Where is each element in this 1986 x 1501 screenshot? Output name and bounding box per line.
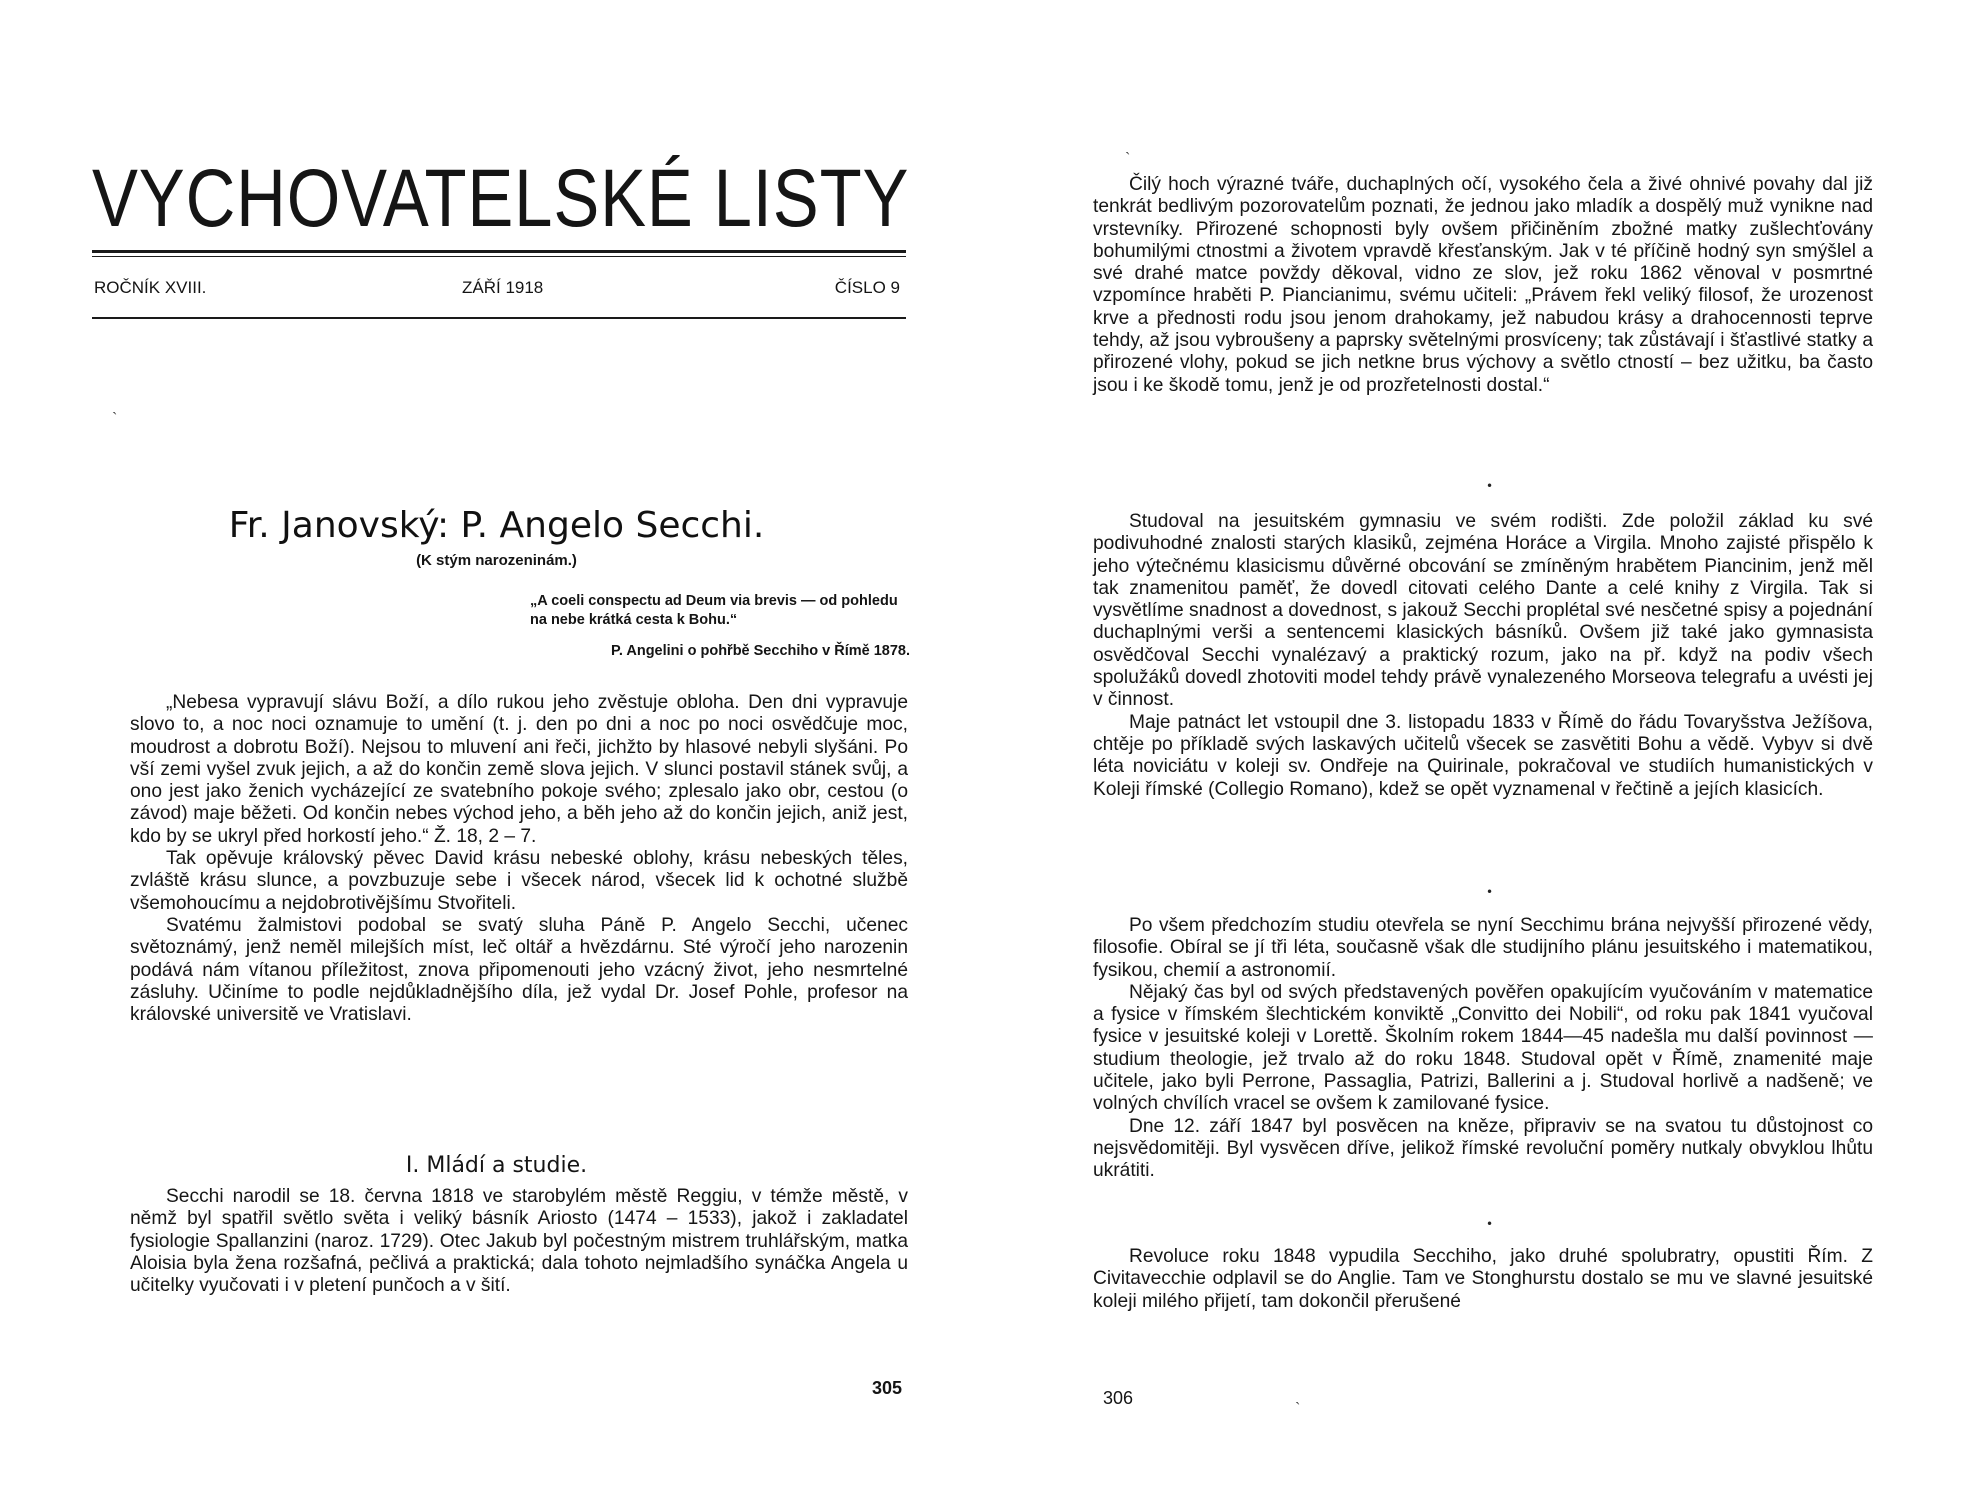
- text-block-1: [1093, 174, 1873, 397]
- paragraph: Nějaký čas byl od svých představených pověřen opakujícím vyučováním v matematice a fysice v římském šlechtickém konviktě „Convitto dei Nobili“, od roku pak 1841 vyučoval fysice v jesuitské koleji v Lorettě. Školním rokem 1844—45 nadešla mu další povinnost — studium theologie, jež trvalo až do roku 1848. Studoval opět v Římě, znamenité maje učitele, jako byli Perrone, Passaglia, Patrizi, Ballerini a j. Studoval horlivě a nadšeně; ve volných chvílích vracel se ovšem k zamilované fysice.: [1093, 981, 1873, 1115]
- paragraph: Revoluce roku 1848 vypudila Secchiho, jako druhé spolubratry, opustiti Řím. Z Civitavecchie odplavil se do Anglie. Tam ve Stonghurstu dostalo se mu ve slavné jesuitské koleji milého přijetí, tam dokončil přerušené: [1093, 1246, 1873, 1312]
- paragraph: Maje patnáct let vstoupil dne 3. listopadu 1833 v Římě do řádu Tovaryšstva Ježíšova, chtěje po příkladě svých laskavých učitelů všecek se zasvětiti Bohu a vědě. Vybyv si dvě léta noviciátu v koleji sv. Ondřeje na Quirinale, pokračoval ve studiích humanistických v Koleji římské (Collegio Romano), kdež se opět vyznamenal v řečtině a jejích klasicích.: [1093, 711, 1873, 800]
- scan-speck: ˎ: [112, 396, 118, 415]
- page-number: 306: [1103, 1388, 1134, 1408]
- paragraph: Secchi narodil se 18. června 1818 ve starobylém městě Reggiu, v témže městě, v němž byl spatřil světlo světa i veliký básník Ariosto (1474 – 1533), jakož i zakladatel fysiologie Spallanzini (naroz. 1729). Otec Jakub byl počestným mistrem truhlářským, matka Aloisia byla žena rozšafná, pečlivá a praktická; dala tohoto nejmladšího synáčka Angela u učitelky vyučovati i v pletení punčoch a v šití.: [130, 1186, 908, 1297]
- paragraph: Studoval na jesuitském gymnasiu ve svém rodišti. Zde položil základ ku své podivuhodné znalosti starých klasiků, zejména Horáce a Virgila. Mnoho zajisté přispělo k jeho výtečnému klasicismu důvěrné obcování se zmíněným hrabětem Piancinim, jenž měl tak znamenitou paměť, že dovedl citovati celého Dante a celé knihy z Virgila. Tak si vysvětlíme snadnost a dovednost, s jakouž Secchi proplétal své nesčetné spisy a pojednání duchaplnými verši a sentencemi klasických básníků. Ovšem již také jako gymnasista osvědčoval Secchi vynalézavý a praktický rozum, jako na př. když na podiv všech spolužáků dovedl zhotoviti model tehdy právě vynalezeného Morseova telegrafu a uvésti jej v činnost.: [1093, 511, 1873, 711]
- paragraph: Dne 12. září 1847 byl posvěcen na kněze, připraviv se na svatou tu důstojnost co nejsvědomitěji. Byl vysvěcen dříve, jelikož římské revoluční poměry nutkaly obvyklou lhůtu ukrátiti.: [1093, 1115, 1873, 1182]
- text-block-2: [1093, 511, 1873, 801]
- section-separator: •: [1485, 885, 1494, 899]
- masthead-info: [92, 278, 906, 300]
- section-heading: I. Mládí a studie.: [405, 1153, 588, 1178]
- article-subtitle: (K stým narozeninám.): [416, 552, 577, 569]
- text-block-3: [1093, 915, 1873, 1183]
- intro-text: [130, 692, 908, 1026]
- masthead-rule-top: [92, 250, 906, 253]
- epigraph-source: P. Angelini o pohřbě Secchiho v Římě 1878.: [611, 643, 910, 659]
- paragraph: Tak opěvuje královský pěvec David krásu nebeské oblohy, krásu nebeských těles, zvláště krásu slunce, a povzbuzuje sebe i všecek národ, všecek lid k ochotné službě všemohoucímu a nejdobrotivějšímu Stvořiteli.: [130, 848, 908, 914]
- section-text: [130, 1186, 908, 1297]
- section-separator: •: [1485, 1217, 1494, 1231]
- article-title: Fr. Janovský: P. Angelo Secchi.: [228, 505, 765, 546]
- paragraph: Čilý hoch výrazné tváře, duchaplných očí, vysokého čela a živé ohnivé povahy dal již tenkrát bedlivým pozorovatelům poznati, že jednou jako mladík a dospělý muž vynikne nad vrstevníky. Přirozené schopnosti byly ovšem přičiněním zbožné matky zušlechťovány bohumilými ctnostmi a životem vpravdě křesťanským. Jak v té příčině hodný syn smýšlel a své drahé matce povždy děkoval, vidno ze slov, jež roku 1862 věnoval v posmrtné vzpomínce hraběti P. Piancianimu, svému učiteli: „Právem řekl veliký filosof, že urozenost krve a přednosti rodu jsou jenom drahokamy, jež nabudou krásy a drahocennosti teprve tehdy, až jsou vybroušeny a paprsky světelnými prosvíceny; tak zůstávají i šťastlivé statky a přirozené vlohy, pokud se jich netkne brus výchovy a světlo ctností – bez užitku, ba často jsou i ke škodě tomu, jenž je od prozřetelnosti dostal.“: [1093, 174, 1873, 396]
- section-separator: •: [1485, 479, 1494, 493]
- issue-date: ZÁŘÍ 1918: [462, 278, 544, 297]
- paragraph: Po všem předchozím studiu otevřela se nyní Secchimu brána nejvyšší přirozené vědy, filosofie. Obíral se jí tři léta, současně však dle studijního plánu jesuitského i matematikou, fysikou, chemií a astronomií.: [1093, 915, 1873, 981]
- page-number: 305: [872, 1378, 903, 1398]
- volume-label: ROČNÍK XVIII.: [94, 278, 207, 297]
- journal-title: VYCHOVATELSKÉ LISTY: [92, 153, 910, 244]
- issue-number: ČÍSLO 9: [834, 278, 900, 297]
- epigraph-quote: „A coeli conspectu ad Deum via brevis — od pohledu na nebe krátká cesta k Bohu.“: [530, 593, 898, 628]
- scan-speck: ˎ: [1125, 136, 1131, 155]
- scan-speck: ˏ: [1295, 1386, 1301, 1405]
- masthead-rule-top-thin: [92, 256, 906, 257]
- right-page: [993, 0, 1986, 1501]
- text-block-4: [1093, 1246, 1873, 1313]
- paragraph: Svatému žalmistovi podobal se svatý sluha Páně P. Angelo Secchi, učenec světoznámý, jenž neměl milejších míst, leč oltář a hvězdárnu. Sté výročí jeho narozenin podává nám vítanou příležitost, znova připomenouti jeho vzácný život, jeho nesmrtelné zásluhy. Učiníme to podle nejdůkladnějšího díla, jež vydal Dr. Josef Pohle, profesor na královské universitě ve Vratislavi.: [130, 914, 908, 1026]
- masthead-rule-bottom: [92, 317, 906, 319]
- paragraph: „Nebesa vypravují slávu Boží, a dílo rukou jeho zvěstuje obloha. Den dni vypravuje slovo to, a noc noci oznamuje to umění (t. j. den po dni a noc po noci osvědčuje moc, moudrost a dobrotu Boží). Nejsou to mluvení ani řeči, jichžto by hlasové nebyli slyšáni. Po vší zemi vyšel zvuk jejich, a až do končin země slova jejich. V slunci postavil stánek svůj, a ono jest jako ženich vycházející ze svatebního pokoje svého; zplesalo jako obr, cestou (o závod) maje běžeti. Od končin nebes východ jeho, a běh jeho až do končin jejich, aniž jest, kdo by se ukryl před horkostí jeho.“ Ž. 18, 2 – 7.: [130, 692, 908, 847]
